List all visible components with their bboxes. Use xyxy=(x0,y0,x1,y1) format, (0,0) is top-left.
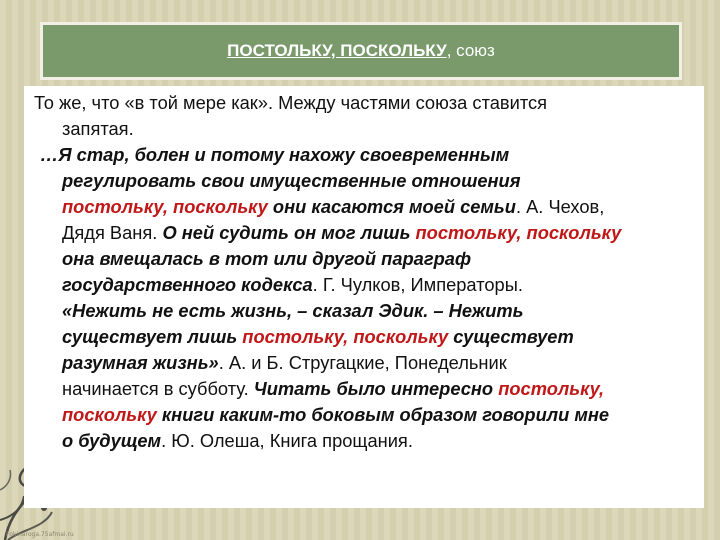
example-line-4 xyxy=(34,220,698,246)
example-line-2: регулировать свои имущественные отношения xyxy=(62,170,521,191)
example-source: . Ю. Олеша, Книга прощания. xyxy=(161,430,413,451)
title-pos: , союз xyxy=(446,41,495,60)
entry-text xyxy=(34,90,698,454)
highlight-term: постольку, поскольку xyxy=(415,222,622,243)
example-line-11 xyxy=(34,402,698,428)
example-quote: существует лишь xyxy=(62,326,243,347)
example-line-7: «Нежить не есть жизнь, – сказал Эдик. – Нежить xyxy=(62,300,524,321)
highlight-term: постольку, xyxy=(498,378,605,399)
example-line-3 xyxy=(34,194,698,220)
example-quote: существует xyxy=(448,326,574,347)
example-line-8 xyxy=(34,324,698,350)
example-quote: государственного кодекса xyxy=(62,274,313,295)
highlight-term: постольку, поскольку xyxy=(242,326,449,347)
example-quote: О ней судить он мог лишь xyxy=(162,222,416,243)
example-line-1: …Я стар, болен и потому нахожу своевременным xyxy=(40,144,510,165)
example-quote: Читать было интересно xyxy=(253,378,499,399)
example-quote: они касаются моей семьи xyxy=(267,196,516,217)
source-watermark: Fokinaroga.75afmai.ru xyxy=(6,531,74,538)
title-bar xyxy=(40,22,682,80)
highlight-term: постольку, поскольку xyxy=(62,196,268,217)
example-source: . Г. Чулков, Императоры. xyxy=(312,274,523,295)
example-line-9 xyxy=(34,350,698,376)
title-word: ПОСТОЛЬКУ, ПОСКОЛЬКУ xyxy=(227,41,447,60)
example-quote: о будущем xyxy=(62,430,162,451)
example-line-6 xyxy=(34,272,698,298)
example-quote: книги каким-то боковым образом говорили мне xyxy=(156,404,610,425)
example-source: . А. Чехов, xyxy=(515,196,605,217)
example-source: начинается в субботу. xyxy=(62,378,254,399)
definition-line-2: запятая. xyxy=(62,118,134,139)
highlight-term: поскольку xyxy=(62,404,157,425)
example-line-10 xyxy=(34,376,698,402)
example-source: . А. и Б. Стругацкие, Понедельник xyxy=(218,352,507,373)
example-quote: разумная жизнь» xyxy=(62,352,219,373)
definition-line-1: То же, что «в той мере как». Между частями союза ставится xyxy=(34,92,548,113)
example-line-12 xyxy=(34,428,698,454)
content-panel xyxy=(24,86,704,508)
example-line-5: она вмещалась в тот или другой параграф xyxy=(62,248,472,269)
example-source: Дядя Ваня. xyxy=(62,222,163,243)
